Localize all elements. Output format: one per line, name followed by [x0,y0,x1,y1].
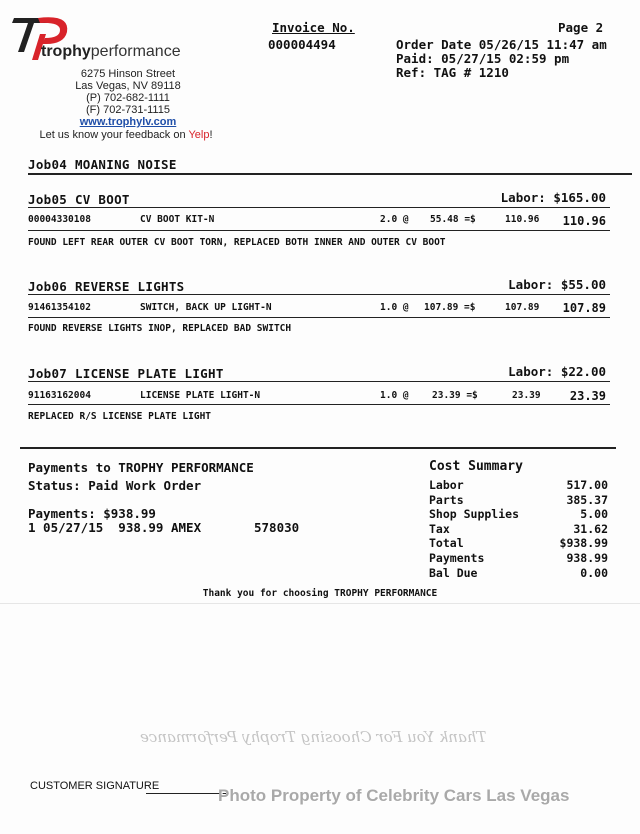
job07-part-number: 91163162004 [28,390,91,401]
thank-you-line: Thank you for choosing TROPHY PERFORMANCE [202,588,438,599]
job07-extended: 23.39 [512,390,541,401]
summary-parts-value: 385.37 [566,493,608,507]
address-city: Las Vegas, NV 89118 [75,80,181,92]
summary-bal-due-label: Bal Due [429,566,478,580]
summary-shop-supplies-label: Shop Supplies [429,507,520,521]
job05-title: Job05 CV BOOT [28,192,130,207]
summary-total-value: $938.99 [559,536,608,550]
feedback-suffix: ! [209,129,213,141]
summary-tax-value: 31.62 [573,522,608,536]
job06-part-description: SWITCH, BACK UP LIGHT-N [140,302,272,313]
job07-note: REPLACED R/S LICENSE PLATE LIGHT [28,411,212,422]
job05-labor: Labor: $165.00 [500,190,606,205]
job06-line-total: 107.89 [562,301,606,315]
payments-total: Payments: $938.99 [28,506,156,521]
brand-name [41,43,181,61]
page-number: Page 2 [558,20,604,35]
job06-unit-price: 107.89 =$ [424,302,476,313]
job06-quantity: 1.0 @ [380,302,409,313]
divider [28,173,632,175]
ref-tag: Ref: TAG # 1210 [396,65,509,80]
fax-number: (F) 702-731-1115 [86,104,170,116]
yelp-link[interactable]: Yelp [188,129,210,141]
payment-auth-code: 578030 [254,520,300,535]
job07-unit-price: 23.39 =$ [432,390,478,401]
summary-labor-label: Labor [429,478,464,492]
website-link[interactable]: www.trophylv.com [79,116,177,128]
summary-labor-value: 517.00 [566,478,608,492]
job05-part-number: 00004330108 [28,214,91,225]
address-street: 6275 Hinson Street [80,68,176,80]
job04-title: Job04 MOANING NOISE [28,157,177,172]
order-date: Order Date 05/26/15 11:47 am [396,37,607,52]
job06-title: Job06 REVERSE LIGHTS [28,279,185,294]
summary-shop-supplies-value: 5.00 [580,507,608,521]
customer-signature-label: CUSTOMER SIGNATURE [30,780,160,792]
job06-part-number: 91461354102 [28,302,91,313]
job05-note: FOUND LEFT REAR OUTER CV BOOT TORN, REPLACED BOTH INNER AND OUTER CV BOOT [28,237,446,248]
summary-payments-label: Payments [429,551,485,565]
cost-summary-heading: Cost Summary [429,459,523,474]
job06-note: FOUND REVERSE LIGHTS INOP, REPLACED BAD SWITCH [28,323,292,334]
phone-number: (P) 702-682-1111 [86,92,170,104]
brand-name-bold: trophy [41,43,91,60]
job06-labor: Labor: $55.00 [508,277,606,292]
divider [28,381,610,382]
divider [28,294,610,295]
job07-title: Job07 LICENSE PLATE LIGHT [28,366,224,381]
summary-bal-due-value: 0.00 [580,566,608,580]
signature-line[interactable] [146,793,226,794]
invoice-number: 000004494 [268,37,336,52]
invoice-label: Invoice No. [272,20,355,35]
job07-line-total: 23.39 [569,389,606,403]
payments-heading: Payments to TROPHY PERFORMANCE [28,460,254,475]
summary-payments-value: 938.99 [566,551,608,565]
divider [20,447,616,449]
job07-labor: Labor: $22.00 [508,364,606,379]
payment-entry: 1 05/27/15 938.99 AMEX [28,520,202,535]
divider [28,230,610,231]
summary-parts-label: Parts [429,493,464,507]
divider [28,317,610,318]
job07-part-description: LICENSE PLATE LIGHT-N [140,390,261,401]
job05-quantity: 2.0 @ [380,214,409,225]
photo-watermark: Photo Property of Celebrity Cars Las Vegas [218,786,570,805]
payment-status: Status: Paid Work Order [28,478,202,493]
feedback-prefix: Let us know your feedback on [39,129,189,141]
paid-date: Paid: 05/27/15 02:59 pm [396,51,570,66]
job05-line-total: 110.96 [562,214,606,228]
mirrored-bleed-through-text: Thank You For Choosing Trophy Performance [140,728,487,746]
job05-extended: 110.96 [505,214,540,225]
summary-tax-label: Tax [429,522,450,536]
job06-extended: 107.89 [505,302,540,313]
job07-quantity: 1.0 @ [380,390,409,401]
summary-total-label: Total [429,536,464,550]
job05-unit-price: 55.48 =$ [430,214,476,225]
job05-part-description: CV BOOT KIT-N [140,214,215,225]
divider [28,404,610,405]
divider [28,207,610,208]
feedback-line [16,129,236,141]
brand-name-light: performance [90,43,181,60]
page-fold-line [0,603,640,604]
